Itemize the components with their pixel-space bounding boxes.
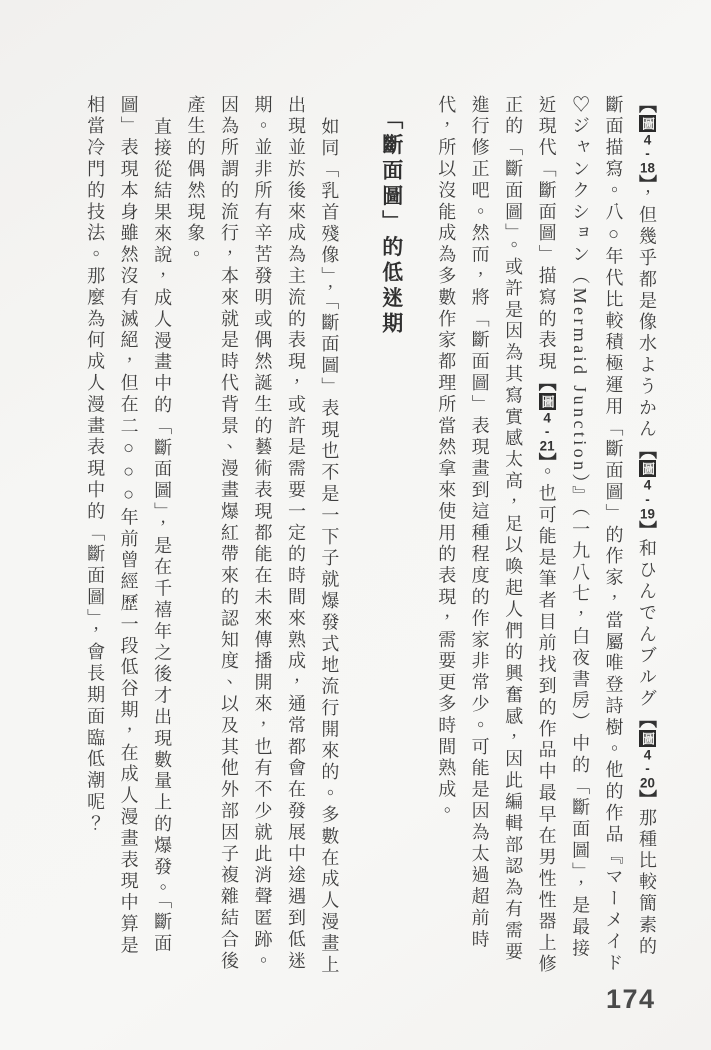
page-number: 174 xyxy=(606,984,656,1014)
figure-reference: 【圖4-19】 xyxy=(637,440,657,539)
paragraph-continuation: 【圖4-18】，但幾乎都是像水ようかん【圖4-19】和ひんでんブルグ【圖4-20】那種比較簡素的斷面描寫。八○年代比較積極運用「斷面圖」的作家，當屬唯登詩樹。他的作品『マーメイド♡ジャンクション（Mermaid Junction）』（一九八七，白夜書房）中的「斷面圖」，是最接近現代「斷面圖」描寫的表現【圖4-21】。也可能是筆者目前找到的作品中最早在男性性器上修正的「斷面圖」。或許是因為其寫實感太高，足以喚起人們的興奮感，因此編輯部認為有需要進行修正吧。然而，將「斷面圖」表現畫到這種程度的作家非常少。可能是因為太過超前時代，所以沒能成為多數作家都理所當然拿來使用的表現，需要更多時間熟成。 xyxy=(436,95,657,976)
vertical-text-area xyxy=(78,95,663,977)
figure-box-icon: 圖 xyxy=(640,731,655,745)
figure-box-icon: 圖 xyxy=(640,116,655,130)
paragraph-body: 直接從結果來說，成人漫畫中的「斷面圖」，是在千禧年之後才出現數量上的爆發。「斷面圖」表現本身雖然沒有滅絕，但在二○○○年前曾經歷一段低谷期，在成人漫畫表現中算是相當冷門的技法。那麼為何成人漫畫表現中的「斷面圖」，會長期面臨低潮呢？ xyxy=(85,95,173,957)
figure-reference: 【圖4-20】 xyxy=(637,710,657,809)
figure-box-icon: 圖 xyxy=(539,394,555,408)
figure-reference: 【圖4-21】 xyxy=(536,373,557,463)
figure-box-icon: 圖 xyxy=(640,462,655,476)
figure-reference: 【圖4-18】 xyxy=(637,95,657,184)
section-heading: 「斷面圖」的低迷期 xyxy=(379,108,403,338)
paragraph-body: 如同「乳首殘像」，「斷面圖」表現也不是一下子就爆發式地流行開來的。多數在成人漫畫上出現並於後來成為主流的表現，或許是需要一定的時間來熟成，通常都會在發展中途遇到低迷期。並非所有辛苦發明或偶然誕生的藝術表現都能在未來傳播開來，也有不少就此消聲匿跡。因為所謂的流行，本來就是時代背景、漫畫爆紅帶來的認知度、以及其他外部因子複雜結合後產生的偶然現象。 xyxy=(185,95,340,976)
